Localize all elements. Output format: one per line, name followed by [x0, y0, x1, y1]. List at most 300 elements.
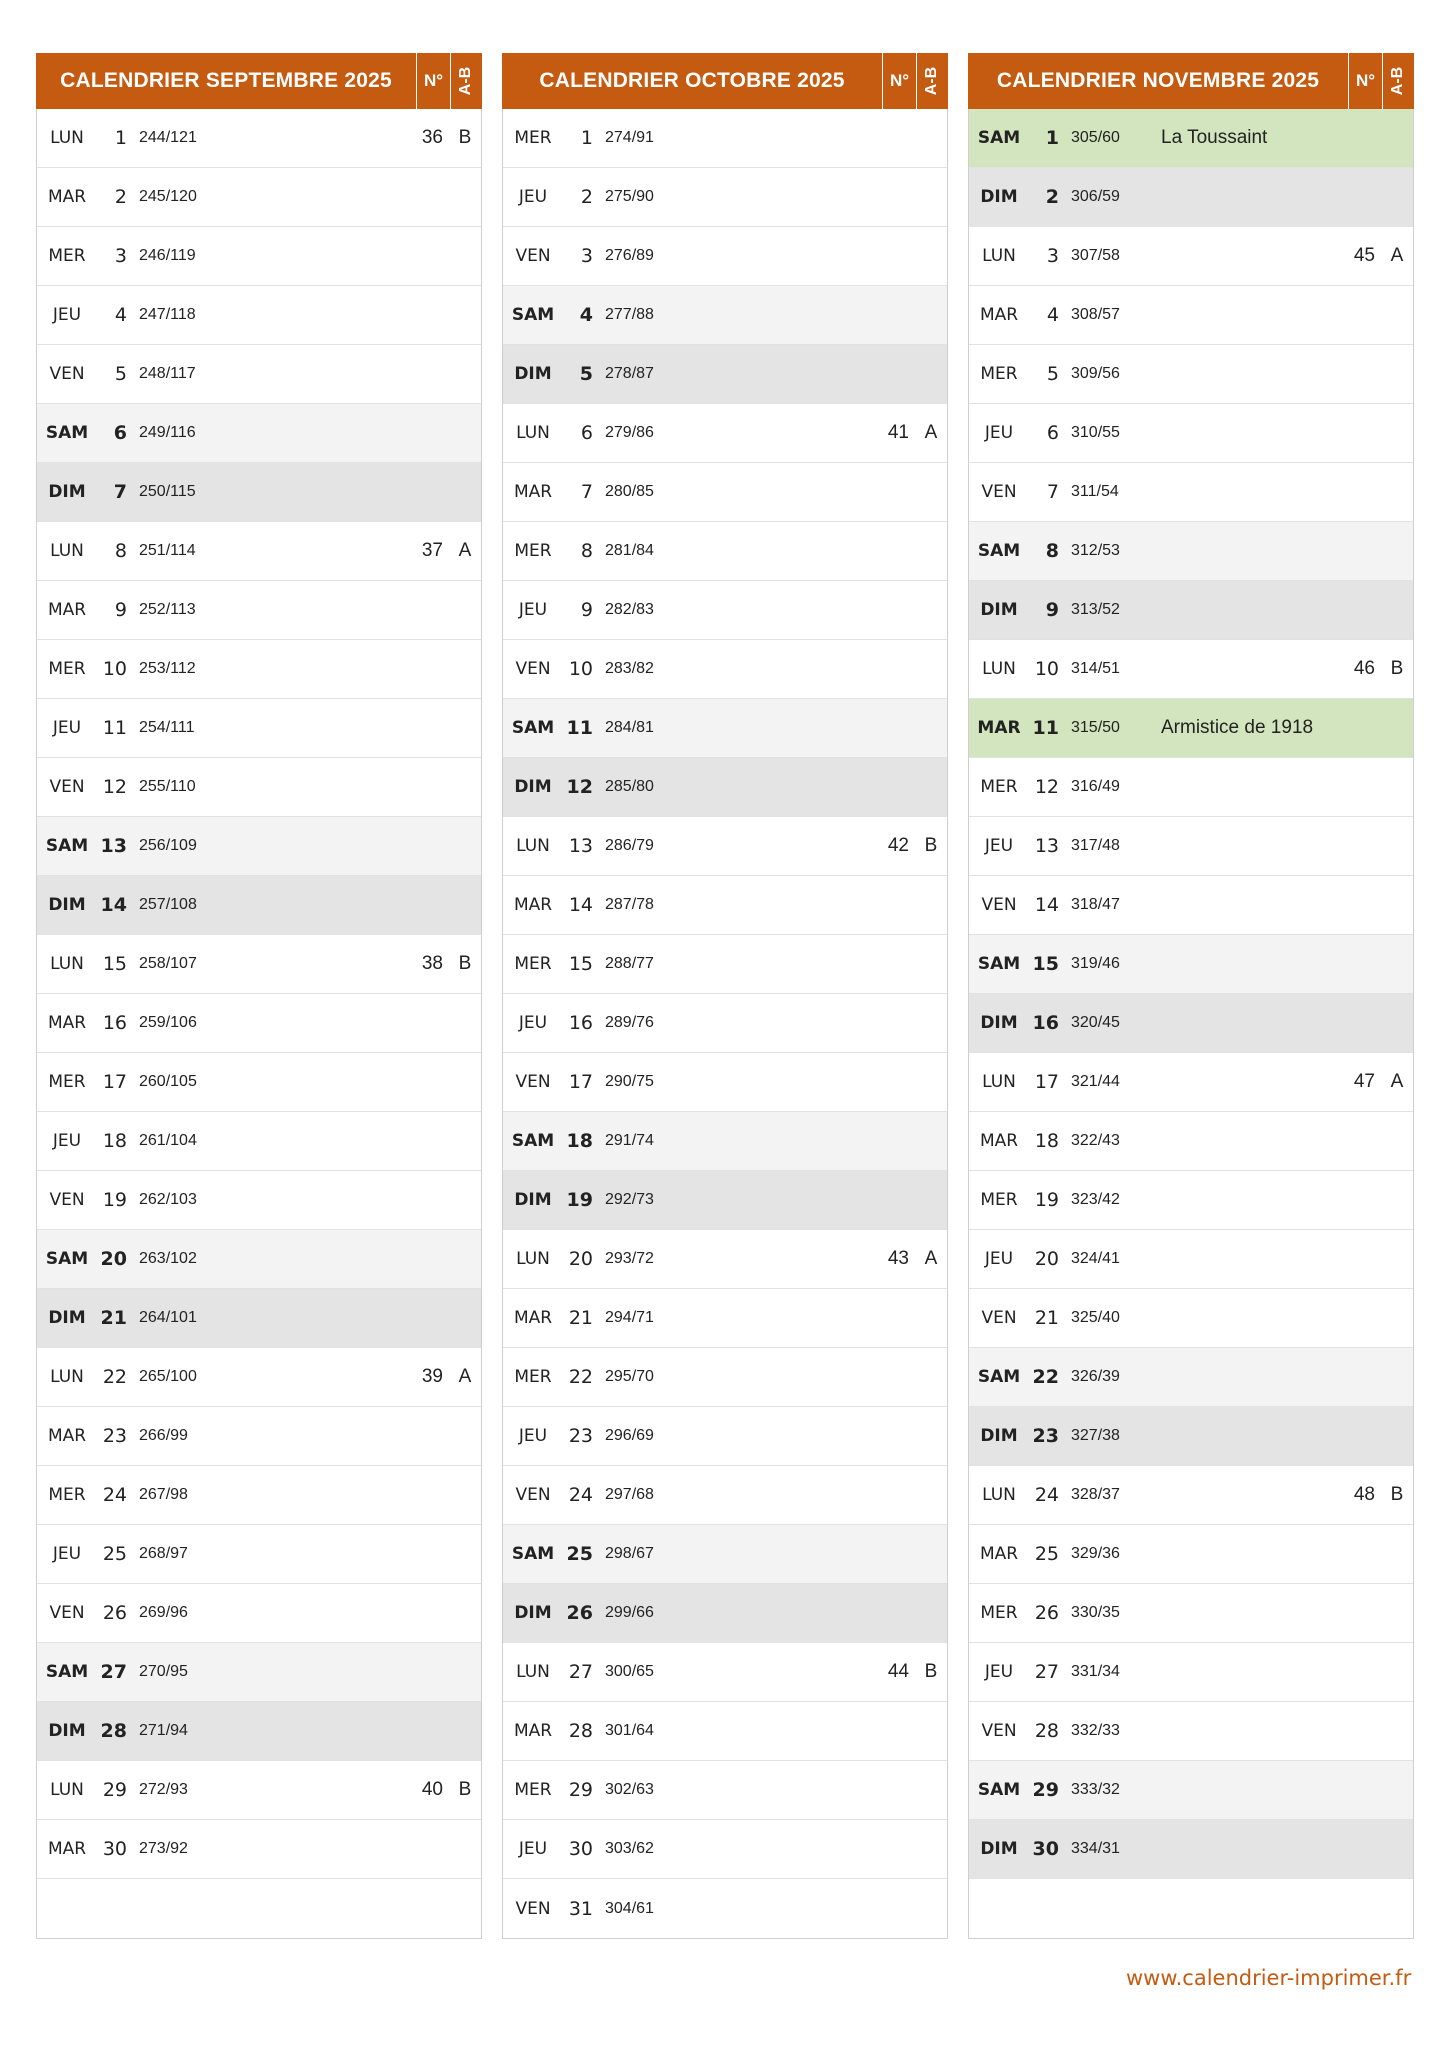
- day-number: 15: [568, 953, 593, 975]
- day-row: [969, 1112, 1413, 1171]
- month-title: CALENDRIER NOVEMBRE 2025: [996, 69, 1320, 92]
- footer-website-link[interactable]: www.calendrier-imprimer.fr: [1126, 1966, 1412, 1990]
- day-number: 7: [113, 481, 127, 503]
- day-of-year: 279/86: [605, 424, 654, 441]
- day-of-year: 285/80: [605, 778, 654, 795]
- day-of-week: VEN: [515, 659, 551, 679]
- day-of-week: SAM: [977, 541, 1021, 561]
- day-of-week: JEU: [518, 1426, 548, 1446]
- day-row: [37, 1702, 481, 1761]
- day-of-year: 293/72: [605, 1250, 654, 1267]
- day-of-week: VEN: [49, 777, 85, 797]
- day-number: 30: [102, 1838, 127, 1860]
- day-number: 9: [580, 599, 593, 621]
- week-ab: B: [1390, 658, 1404, 679]
- day-row: [969, 1584, 1413, 1643]
- day-row: [37, 1643, 481, 1702]
- day-of-year: 252/113: [139, 601, 196, 618]
- day-number: 22: [1032, 1366, 1059, 1388]
- day-number: 12: [1034, 776, 1059, 798]
- day-of-year: 301/64: [605, 1722, 654, 1739]
- day-of-year: 260/105: [139, 1073, 197, 1090]
- day-number: 25: [1034, 1543, 1059, 1565]
- day-number: 14: [568, 894, 593, 916]
- day-number: 23: [568, 1425, 593, 1447]
- week-ab: A: [458, 1366, 472, 1387]
- day-of-week: VEN: [515, 246, 551, 266]
- week-ab: A: [924, 422, 938, 443]
- day-of-year: 267/98: [139, 1486, 188, 1503]
- week-ab-header-label: A-B: [1389, 66, 1407, 96]
- day-number: 8: [1045, 540, 1059, 562]
- day-number: 22: [102, 1366, 127, 1388]
- day-of-year: 288/77: [605, 955, 654, 972]
- day-number: 14: [1034, 894, 1059, 916]
- day-of-year: 251/114: [139, 542, 196, 559]
- week-number: 36: [421, 127, 443, 148]
- day-number: 26: [1034, 1602, 1059, 1624]
- day-row: [503, 1525, 947, 1584]
- day-of-year: 305/60: [1071, 129, 1120, 146]
- day-row: [37, 758, 481, 817]
- week-ab-header-label: A-B: [923, 66, 941, 96]
- week-ab: B: [1390, 1484, 1404, 1505]
- day-of-week: VEN: [981, 482, 1017, 502]
- holiday-name: Armistice de 1918: [1161, 717, 1314, 738]
- day-row: [969, 994, 1413, 1053]
- day-number: 2: [114, 186, 127, 208]
- day-of-week: LUN: [516, 1662, 550, 1682]
- day-of-week: VEN: [49, 1190, 85, 1210]
- day-of-week: SAM: [45, 1249, 89, 1269]
- day-row: [503, 1643, 947, 1702]
- day-of-year: 246/119: [139, 247, 196, 264]
- week-number: 40: [421, 1779, 443, 1800]
- day-row: [37, 817, 481, 876]
- month-title: CALENDRIER OCTOBRE 2025: [539, 69, 845, 92]
- day-of-week: MAR: [979, 1131, 1019, 1151]
- week-number-header: N°: [416, 53, 450, 109]
- day-row: [969, 522, 1413, 581]
- day-of-week: SAM: [511, 1131, 555, 1151]
- day-of-year: 332/33: [1071, 1722, 1120, 1739]
- day-row: [37, 1761, 481, 1820]
- day-of-week: VEN: [515, 1072, 551, 1092]
- day-of-week: DIM: [980, 1426, 1018, 1446]
- day-row: [37, 345, 481, 404]
- day-of-week: DIM: [514, 364, 552, 384]
- day-of-year: 310/55: [1071, 424, 1120, 441]
- day-number: 6: [580, 422, 593, 444]
- day-row: [37, 699, 481, 758]
- day-number: 17: [568, 1071, 593, 1093]
- day-row: [37, 227, 481, 286]
- day-number: 24: [568, 1484, 593, 1506]
- day-of-year: 331/34: [1071, 1663, 1120, 1680]
- day-row: [969, 935, 1413, 994]
- day-of-week: MER: [980, 777, 1018, 797]
- day-number: 6: [113, 422, 127, 444]
- day-of-year: 258/107: [139, 955, 197, 972]
- day-row: [37, 109, 481, 168]
- day-row: [37, 404, 481, 463]
- day-row: [503, 935, 947, 994]
- day-number: 30: [568, 1838, 593, 1860]
- day-of-year: 300/65: [605, 1663, 654, 1680]
- day-of-week: JEU: [518, 1839, 548, 1859]
- day-number: 25: [102, 1543, 127, 1565]
- day-of-year: 275/90: [605, 188, 654, 205]
- day-of-year: 272/93: [139, 1781, 188, 1798]
- day-number: 2: [1045, 186, 1059, 208]
- day-row: [503, 345, 947, 404]
- empty-row: [37, 1879, 481, 1938]
- day-row: [503, 758, 947, 817]
- week-ab: B: [458, 127, 472, 148]
- month-october: [502, 53, 948, 1939]
- day-of-year: 291/74: [605, 1132, 654, 1149]
- day-number: 13: [1034, 835, 1059, 857]
- day-of-year: 290/75: [605, 1073, 654, 1090]
- day-number: 26: [102, 1602, 127, 1624]
- day-of-week: SAM: [977, 954, 1021, 974]
- day-number: 15: [1032, 953, 1059, 975]
- day-number: 19: [1034, 1189, 1059, 1211]
- day-row: [503, 876, 947, 935]
- day-row: [37, 1525, 481, 1584]
- week-ab-header: [450, 53, 482, 109]
- day-of-year: 315/50: [1071, 719, 1120, 736]
- day-number: 28: [1034, 1720, 1059, 1742]
- day-of-week: DIM: [48, 482, 86, 502]
- week-ab: A: [458, 540, 472, 561]
- day-number: 14: [100, 894, 127, 916]
- day-number: 4: [114, 304, 127, 326]
- day-of-year: 307/58: [1071, 247, 1120, 264]
- day-of-week: SAM: [977, 1780, 1021, 1800]
- day-of-year: 287/78: [605, 896, 654, 913]
- day-of-year: 296/69: [605, 1427, 654, 1444]
- day-number: 11: [1032, 717, 1059, 739]
- day-row: [37, 876, 481, 935]
- day-of-week: JEU: [518, 600, 548, 620]
- week-number-header: N°: [1348, 53, 1382, 109]
- day-number: 21: [568, 1307, 593, 1329]
- day-number: 29: [102, 1779, 127, 1801]
- day-number: 28: [568, 1720, 593, 1742]
- day-of-week: VEN: [49, 1603, 85, 1623]
- day-of-week: LUN: [516, 423, 550, 443]
- day-of-year: 320/45: [1071, 1014, 1120, 1031]
- day-of-week: MAR: [47, 1426, 87, 1446]
- day-of-week: MAR: [513, 482, 553, 502]
- day-of-week: MAR: [47, 1013, 87, 1033]
- day-of-year: 255/110: [139, 778, 196, 795]
- day-of-year: 280/85: [605, 483, 654, 500]
- day-of-year: 249/116: [139, 424, 196, 441]
- day-of-year: 324/41: [1071, 1250, 1120, 1267]
- day-of-week: VEN: [515, 1485, 551, 1505]
- day-of-week: MAR: [513, 895, 553, 915]
- day-row: [969, 817, 1413, 876]
- day-of-week: VEN: [49, 364, 85, 384]
- day-number: 7: [1046, 481, 1059, 503]
- week-ab-header-label: A-B: [457, 66, 475, 96]
- day-of-week: DIM: [514, 1603, 552, 1623]
- day-number: 9: [114, 599, 127, 621]
- day-number: 17: [1034, 1071, 1059, 1093]
- day-of-year: 274/91: [605, 129, 654, 146]
- day-row: [503, 1289, 947, 1348]
- day-number: 4: [1046, 304, 1059, 326]
- week-number: 39: [421, 1366, 443, 1387]
- day-row: [969, 463, 1413, 522]
- day-number: 20: [568, 1248, 593, 1270]
- day-number: 7: [580, 481, 593, 503]
- day-number: 26: [566, 1602, 593, 1624]
- day-of-week: JEU: [52, 718, 82, 738]
- day-of-year: 289/76: [605, 1014, 654, 1031]
- day-number: 9: [1045, 599, 1059, 621]
- day-of-year: 284/81: [605, 719, 654, 736]
- day-row: [503, 1761, 947, 1820]
- day-of-week: LUN: [982, 1485, 1016, 1505]
- day-row: [37, 581, 481, 640]
- day-row: [969, 758, 1413, 817]
- day-row: [969, 404, 1413, 463]
- day-row: [969, 345, 1413, 404]
- day-of-year: 333/32: [1071, 1781, 1120, 1798]
- day-number: 20: [1034, 1248, 1059, 1270]
- day-of-week: SAM: [45, 1662, 89, 1682]
- week-ab: B: [458, 953, 472, 974]
- day-of-week: MER: [48, 1072, 86, 1092]
- day-of-year: 245/120: [139, 188, 197, 205]
- day-row: [503, 227, 947, 286]
- day-of-year: 298/67: [605, 1545, 654, 1562]
- day-of-week: SAM: [45, 836, 89, 856]
- day-of-year: 276/89: [605, 247, 654, 264]
- day-of-week: MAR: [977, 718, 1021, 738]
- day-of-year: 327/38: [1071, 1427, 1120, 1444]
- day-row: [969, 227, 1413, 286]
- day-row: [969, 1348, 1413, 1407]
- day-number: 29: [568, 1779, 593, 1801]
- day-row: [37, 1171, 481, 1230]
- week-number: 37: [421, 540, 443, 561]
- week-ab: A: [924, 1248, 938, 1269]
- day-row: [969, 581, 1413, 640]
- week-number: 44: [887, 1661, 909, 1682]
- day-of-year: 304/61: [605, 1899, 654, 1917]
- week-ab-header: [916, 53, 948, 109]
- day-of-year: 328/37: [1071, 1486, 1120, 1503]
- day-number: 11: [102, 717, 127, 739]
- day-of-week: JEU: [518, 1013, 548, 1033]
- day-number: 3: [1046, 245, 1059, 267]
- day-of-week: MER: [48, 659, 86, 679]
- week-number: 41: [887, 422, 909, 443]
- day-row: [503, 1820, 947, 1879]
- day-of-week: MER: [514, 1367, 552, 1387]
- day-of-week: MER: [980, 364, 1018, 384]
- day-row: [37, 286, 481, 345]
- week-ab: A: [1390, 245, 1404, 266]
- day-of-week: MER: [514, 1780, 552, 1800]
- day-of-year: 244/121: [139, 129, 197, 146]
- day-of-year: 281/84: [605, 542, 654, 559]
- day-of-week: JEU: [984, 423, 1014, 443]
- day-of-week: DIM: [48, 1308, 86, 1328]
- day-of-year: 312/53: [1071, 542, 1120, 559]
- month-days: [502, 109, 948, 1939]
- day-number: 5: [114, 363, 127, 385]
- day-of-year: 316/49: [1071, 778, 1120, 795]
- day-of-week: JEU: [52, 305, 82, 325]
- day-number: 27: [568, 1661, 593, 1683]
- empty-row: [969, 1879, 1413, 1938]
- day-number: 27: [1034, 1661, 1059, 1683]
- day-row: [503, 1112, 947, 1171]
- day-number: 17: [102, 1071, 127, 1093]
- day-of-year: 283/82: [605, 660, 654, 677]
- day-of-year: 261/104: [139, 1132, 197, 1149]
- day-row: [503, 463, 947, 522]
- day-of-week: VEN: [981, 1721, 1017, 1741]
- day-row: [503, 168, 947, 227]
- day-of-week: SAM: [977, 128, 1021, 148]
- day-of-week: MER: [980, 1603, 1018, 1623]
- day-of-year: 326/39: [1071, 1368, 1120, 1385]
- day-of-week: SAM: [511, 718, 555, 738]
- day-number: 31: [568, 1897, 593, 1920]
- day-of-year: 294/71: [605, 1309, 654, 1326]
- day-row: [969, 1466, 1413, 1525]
- day-of-year: 303/62: [605, 1840, 654, 1857]
- day-row: [969, 1053, 1413, 1112]
- day-of-year: 265/100: [139, 1368, 197, 1385]
- day-number: 1: [1045, 127, 1059, 149]
- day-of-week: MAR: [979, 305, 1019, 325]
- day-row: [37, 1112, 481, 1171]
- day-of-week: JEU: [984, 1249, 1014, 1269]
- day-number: 23: [1032, 1425, 1059, 1447]
- day-of-week: SAM: [511, 1544, 555, 1564]
- day-row: [969, 876, 1413, 935]
- week-ab: B: [458, 1779, 472, 1800]
- day-row: [503, 522, 947, 581]
- day-of-year: 317/48: [1071, 837, 1120, 854]
- day-of-week: MER: [48, 246, 86, 266]
- day-of-week: MAR: [513, 1721, 553, 1741]
- day-row: [37, 1230, 481, 1289]
- day-of-week: JEU: [52, 1544, 82, 1564]
- day-of-year: 266/99: [139, 1427, 188, 1444]
- day-of-week: LUN: [50, 1367, 84, 1387]
- day-of-week: JEU: [518, 187, 548, 207]
- day-number: 16: [1032, 1012, 1059, 1034]
- holiday-name: La Toussaint: [1161, 127, 1268, 148]
- day-of-week: LUN: [516, 836, 550, 856]
- day-of-week: JEU: [52, 1131, 82, 1151]
- day-row: [37, 522, 481, 581]
- day-number: 29: [1032, 1779, 1059, 1801]
- day-of-year: 262/103: [139, 1191, 197, 1208]
- day-of-year: 309/56: [1071, 365, 1120, 382]
- day-number: 28: [100, 1720, 127, 1742]
- day-number: 1: [580, 127, 593, 149]
- week-number: 42: [887, 835, 909, 856]
- week-number: 48: [1353, 1484, 1375, 1505]
- day-row: [37, 463, 481, 522]
- day-of-year: 334/31: [1071, 1840, 1120, 1857]
- day-of-year: 282/83: [605, 601, 654, 618]
- day-number: 24: [1034, 1484, 1059, 1506]
- day-row: [503, 699, 947, 758]
- day-of-year: 257/108: [139, 896, 197, 913]
- day-of-year: 295/70: [605, 1368, 654, 1385]
- day-of-year: 302/63: [605, 1781, 654, 1798]
- day-number: 4: [579, 304, 593, 326]
- day-of-week: LUN: [516, 1249, 550, 1269]
- day-row: [37, 1053, 481, 1112]
- day-number: 3: [114, 245, 127, 267]
- month-title: CALENDRIER SEPTEMBRE 2025: [60, 69, 392, 92]
- day-number: 19: [102, 1189, 127, 1211]
- day-of-year: 297/68: [605, 1486, 654, 1503]
- day-row: [969, 640, 1413, 699]
- day-of-year: 254/111: [139, 719, 195, 736]
- day-row: [503, 1466, 947, 1525]
- day-number: 18: [102, 1130, 127, 1152]
- day-number: 13: [568, 835, 593, 857]
- day-of-year: 253/112: [139, 660, 196, 677]
- day-number: 18: [1034, 1130, 1059, 1152]
- day-of-week: DIM: [48, 1721, 86, 1741]
- day-row: [37, 1820, 481, 1879]
- day-row: [503, 581, 947, 640]
- day-row: [37, 168, 481, 227]
- day-of-week: JEU: [984, 1662, 1014, 1682]
- day-number: 1: [114, 127, 127, 149]
- day-number: 5: [1046, 363, 1059, 385]
- day-of-week: MAR: [47, 187, 87, 207]
- day-row: [503, 1407, 947, 1466]
- day-of-year: 329/36: [1071, 1545, 1120, 1562]
- week-ab: B: [924, 1661, 938, 1682]
- day-row: [37, 1584, 481, 1643]
- day-of-week: MAR: [47, 600, 87, 620]
- day-of-week: MER: [514, 128, 552, 148]
- month-header: [502, 53, 948, 109]
- day-row: [503, 1879, 947, 1938]
- day-row: [503, 404, 947, 463]
- day-of-week: LUN: [982, 1072, 1016, 1092]
- day-row: [503, 1584, 947, 1643]
- day-row: [969, 1643, 1413, 1702]
- day-row: [969, 168, 1413, 227]
- day-number: 21: [1034, 1307, 1059, 1329]
- day-of-year: 313/52: [1071, 601, 1120, 618]
- day-number: 13: [100, 835, 127, 857]
- month-september: [36, 53, 482, 1939]
- day-row: [503, 994, 947, 1053]
- holiday-row: [969, 109, 1413, 168]
- day-of-week: SAM: [977, 1367, 1021, 1387]
- day-number: 16: [568, 1012, 593, 1034]
- day-of-year: 247/118: [139, 306, 196, 323]
- day-row: [969, 1230, 1413, 1289]
